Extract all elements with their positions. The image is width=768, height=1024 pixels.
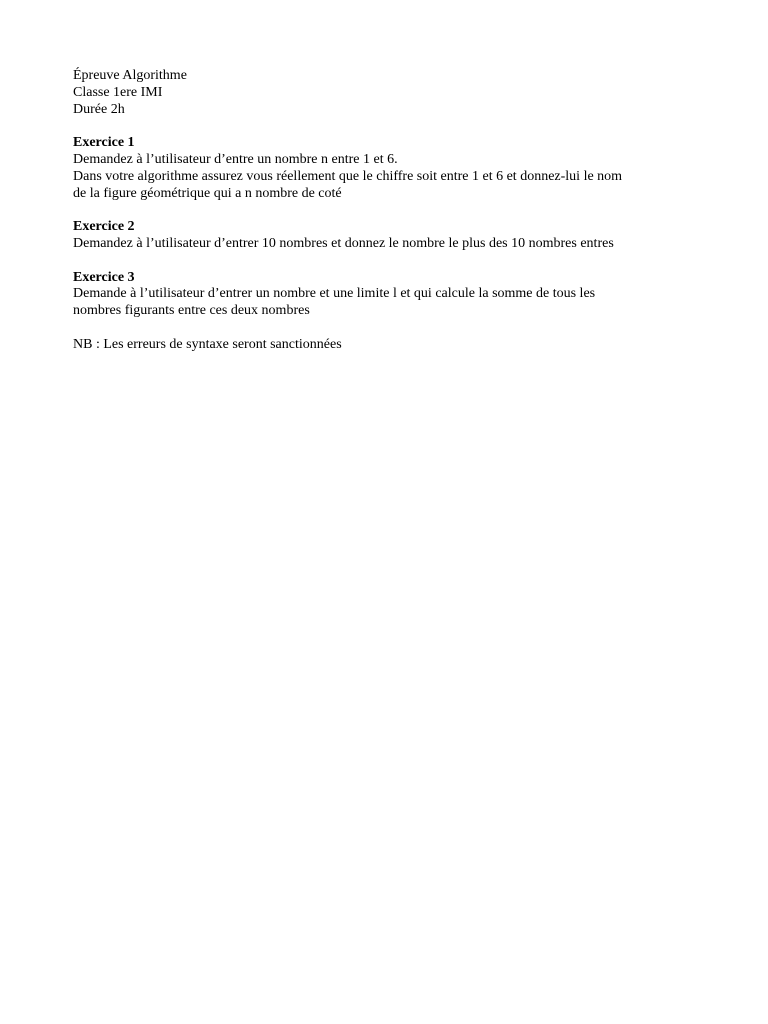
exercise-3-line-1: Demande à l’utilisateur d’entrer un nombre et une limite l et qui calcule la somme de tous les xyxy=(73,286,596,302)
exercise-1-line-3: de la figure géométrique qui a n nombre de coté xyxy=(73,185,342,201)
footer-note: NB : Les erreurs de syntaxe seront sanctionnées xyxy=(73,336,342,352)
spacer xyxy=(73,320,713,337)
exercise-3 xyxy=(73,270,713,320)
exercise-2 xyxy=(73,219,713,253)
document-page xyxy=(73,68,713,354)
exam-title: Épreuve Algorithme xyxy=(73,68,187,83)
spacer xyxy=(73,118,713,135)
spacer xyxy=(73,202,713,219)
exercise-2-line-1: Demandez à l’utilisateur d’entrer 10 nombres et donnez le nombre le plus des 10 nombres entres xyxy=(73,235,614,251)
exam-duration: Durée 2h xyxy=(73,101,125,117)
exercise-3-line-2: nombres figurants entre ces deux nombres xyxy=(73,303,310,319)
exercise-3-heading: Exercice 3 xyxy=(73,269,135,285)
exercise-2-heading: Exercice 2 xyxy=(73,219,135,235)
exam-class: Classe 1ere IMI xyxy=(73,84,163,100)
exercise-1-line-2: Dans votre algorithme assurez vous réellement que le chiffre soit entre 1 et 6 et donnez-lui le nom xyxy=(73,168,623,184)
exercise-1-heading: Exercice 1 xyxy=(73,135,135,151)
exercise-1-line-1: Demandez à l’utilisateur d’entre un nombre n entre 1 et 6. xyxy=(73,151,398,167)
exercise-1 xyxy=(73,135,713,202)
spacer xyxy=(73,253,713,270)
